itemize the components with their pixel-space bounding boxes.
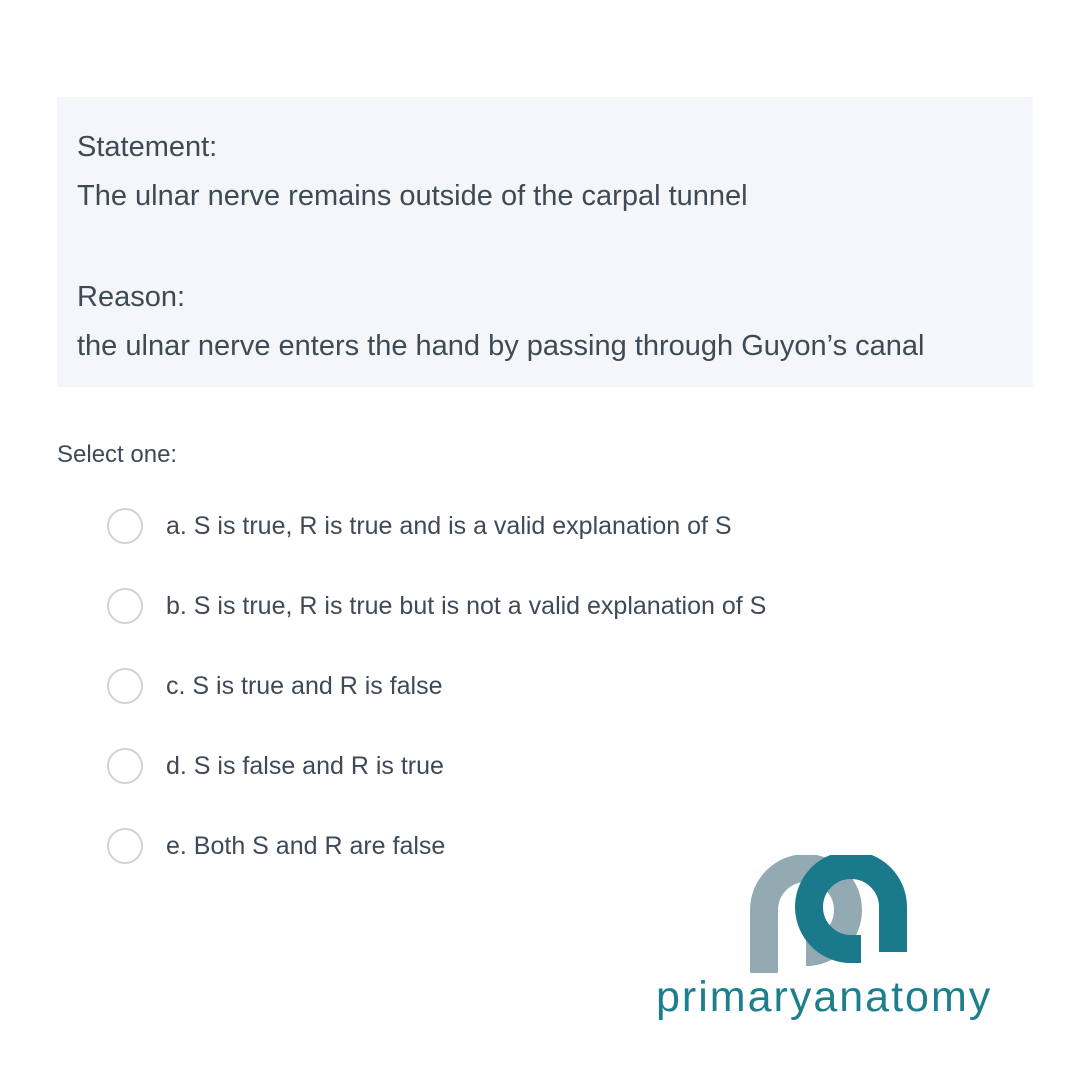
question-box xyxy=(57,97,1033,387)
primaryanatomy-logo xyxy=(650,855,1020,1030)
option-label: d. S is false and R is true xyxy=(166,751,444,780)
radio-button[interactable] xyxy=(107,668,143,704)
option-label: b. S is true, R is true but is not a valid explanation of S xyxy=(166,591,767,620)
option-label: c. S is true and R is false xyxy=(166,671,443,700)
pa-logo-icon xyxy=(750,855,915,980)
select-one-label: Select one: xyxy=(57,441,178,468)
reason-text: the ulnar nerve enters the hand by passing through Guyon’s canal xyxy=(77,330,925,362)
logo-wordmark: primaryanatomy xyxy=(656,973,993,1021)
option-c[interactable] xyxy=(107,664,766,708)
radio-button[interactable] xyxy=(107,508,143,544)
statement-label: Statement: xyxy=(77,131,218,163)
answer-options xyxy=(107,504,766,904)
radio-button[interactable] xyxy=(107,748,143,784)
radio-button[interactable] xyxy=(107,588,143,624)
option-d[interactable] xyxy=(107,744,766,788)
statement-text: The ulnar nerve remains outside of the carpal tunnel xyxy=(77,180,748,212)
option-b[interactable] xyxy=(107,584,766,628)
option-label: e. Both S and R are false xyxy=(166,831,446,860)
reason-label: Reason: xyxy=(77,281,186,313)
radio-button[interactable] xyxy=(107,828,143,864)
option-a[interactable] xyxy=(107,504,766,548)
option-label: a. S is true, R is true and is a valid explanation of S xyxy=(166,511,732,540)
